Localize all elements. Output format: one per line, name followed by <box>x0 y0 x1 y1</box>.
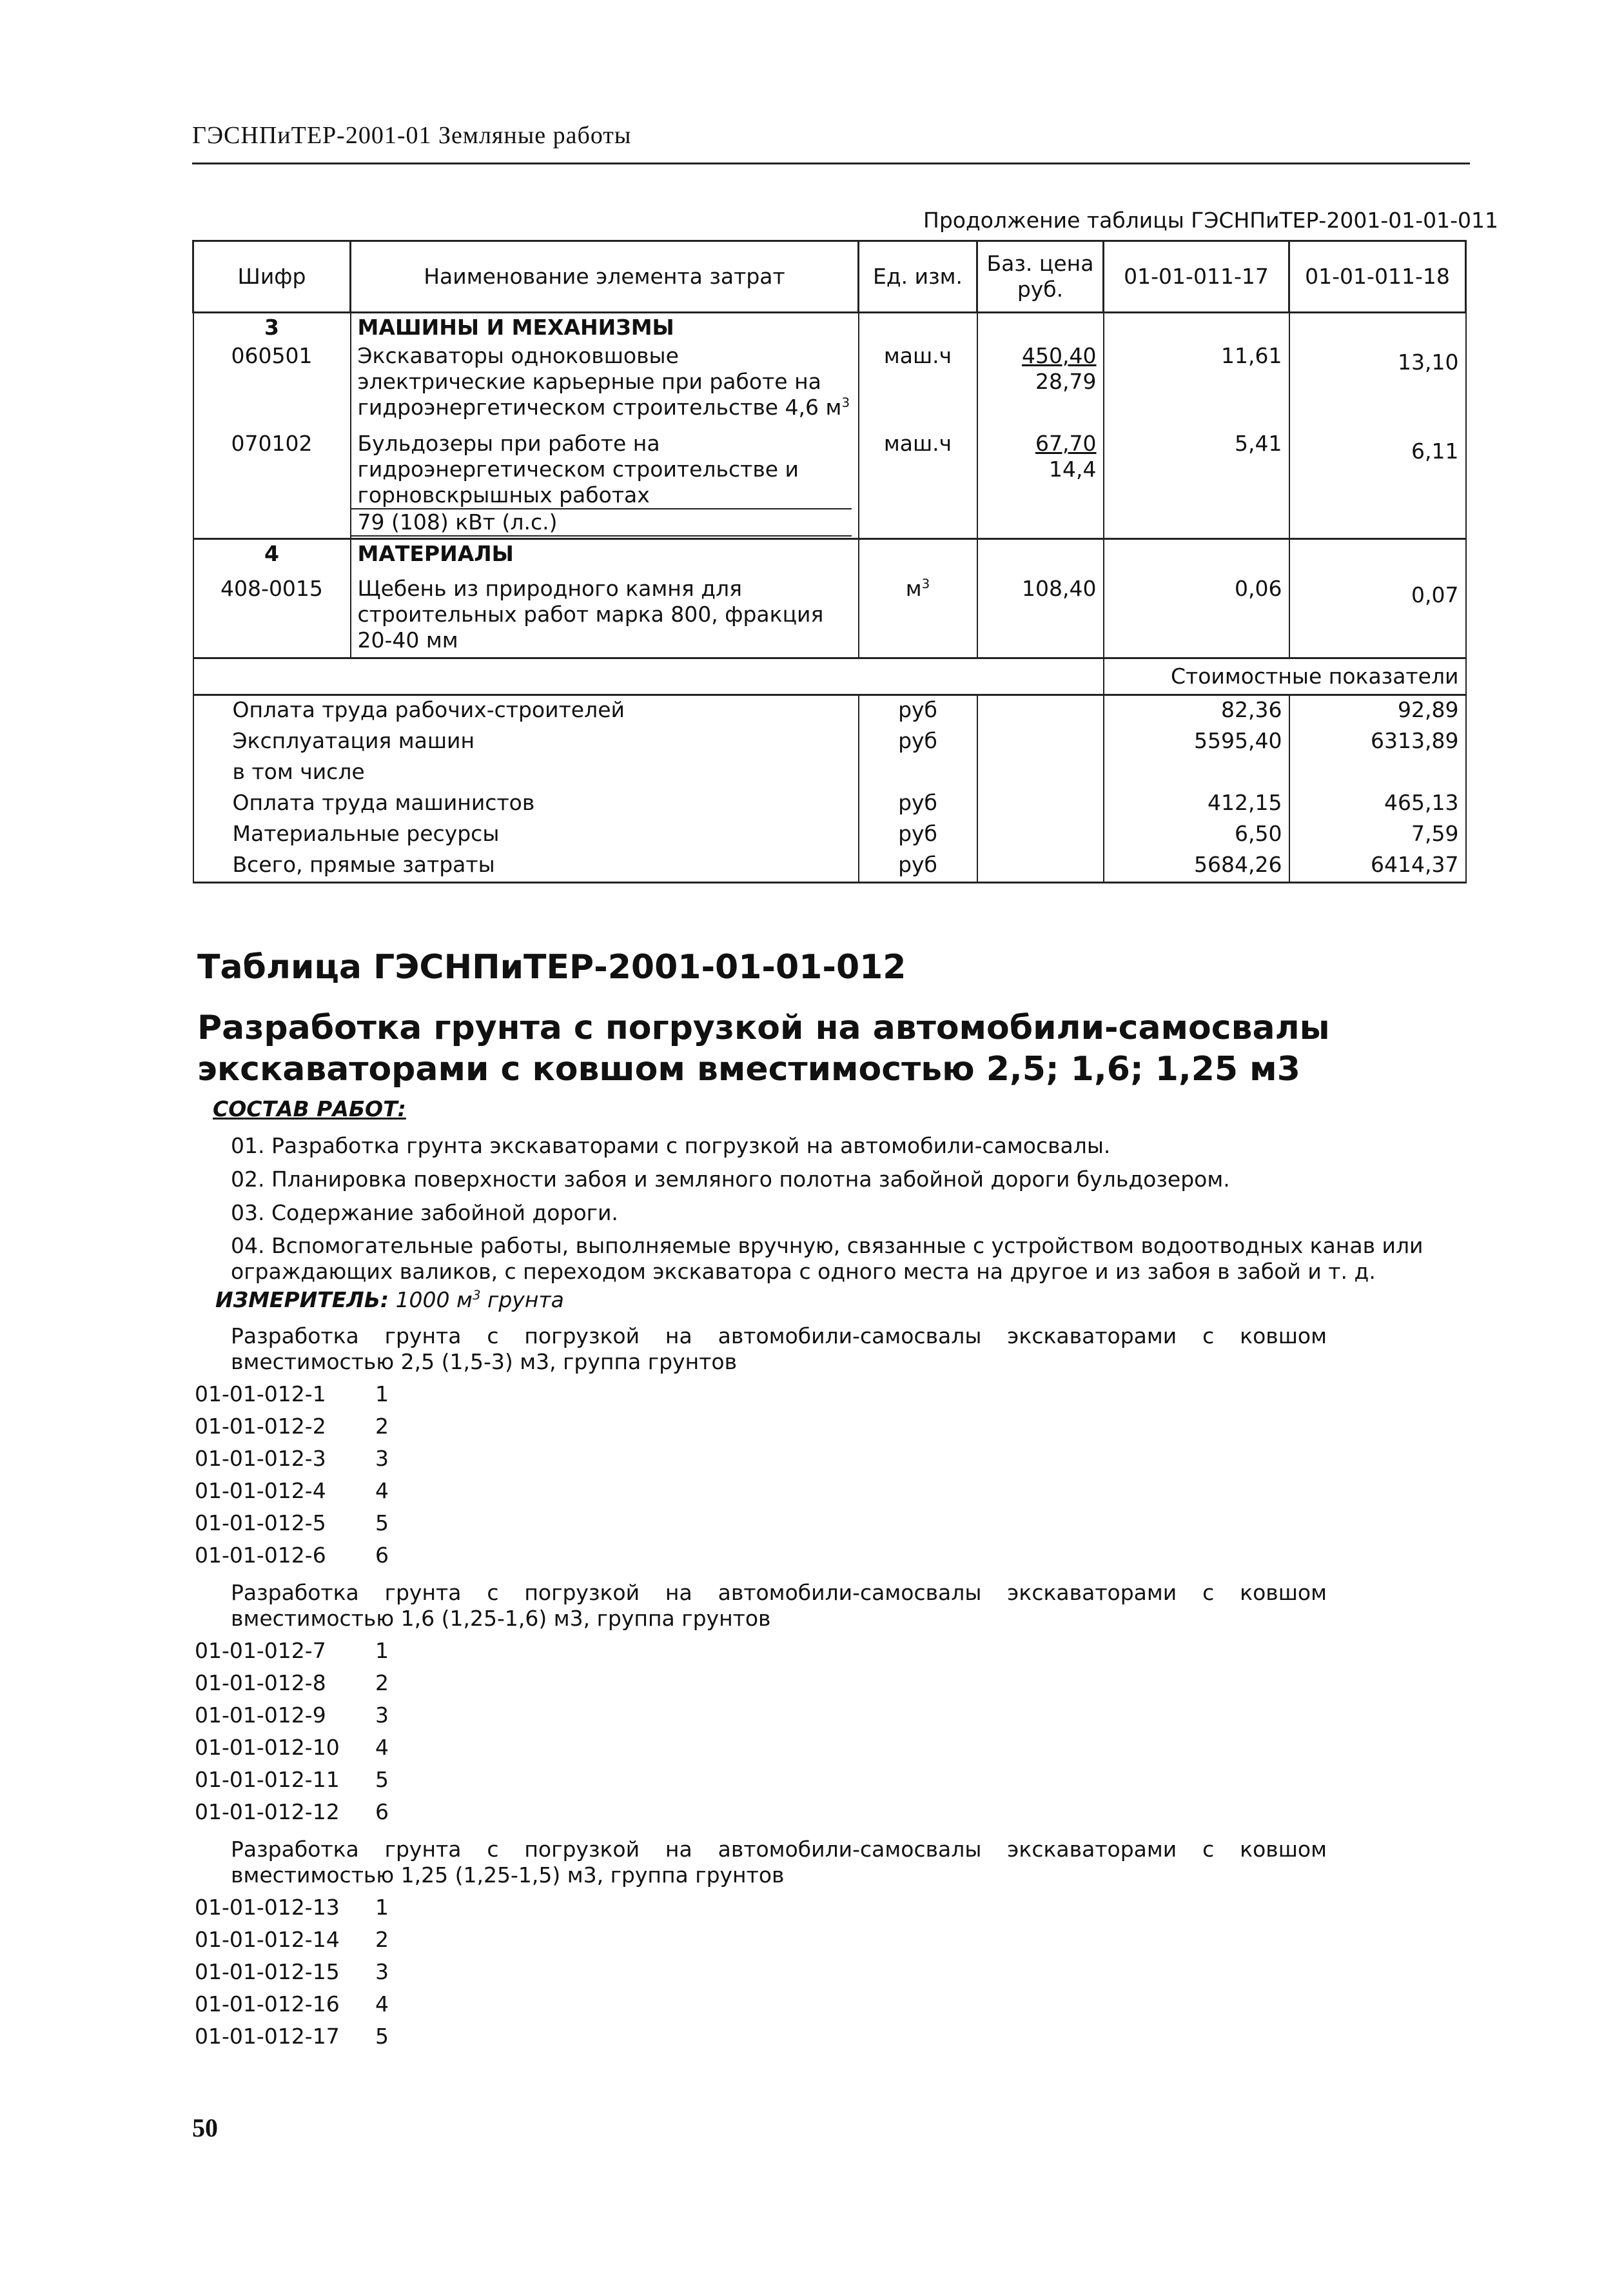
total-unit: руб <box>859 695 977 727</box>
header-col2: 01-01-011-18 <box>1289 241 1466 313</box>
total-value-2: 6313,89 <box>1289 727 1466 758</box>
row-price: 108,40 <box>977 568 1104 658</box>
row-code: 070102 <box>193 422 351 539</box>
list-item: 01-01-012-5 5 <box>195 1510 389 1535</box>
list-item: 01-01-012-7 1 <box>195 1638 389 1663</box>
row-name: Щебень из природного камня для строительных работ марка 800, фракция 20-40 мм <box>351 568 859 658</box>
operations-list <box>231 1132 1469 1291</box>
section-label: МАТЕРИАЛЫ <box>351 539 859 569</box>
total-value-1: 5684,26 <box>1104 851 1289 883</box>
operation-item: 02. Планировка поверхности забоя и земляного полотна забойной дороги бульдозером. <box>231 1167 1230 1192</box>
row-value-1: 11,61 <box>1104 342 1289 422</box>
total-value-1: 412,15 <box>1104 789 1289 820</box>
total-unit <box>859 758 977 789</box>
list-item: 01-01-012-17 5 <box>195 2024 389 2049</box>
row-value-2: 6,11 <box>1289 422 1466 539</box>
total-value-1 <box>1104 758 1289 789</box>
total-value-1: 5595,40 <box>1104 727 1289 758</box>
running-header: ГЭСНПиТЕР-2001-01 Земляные работы <box>192 122 632 149</box>
header-unit: Ед. изм. <box>859 241 977 313</box>
total-name: Материальные ресурсы <box>193 820 859 851</box>
list-item: 01-01-012-2 2 <box>195 1414 389 1439</box>
page-number: 50 <box>192 2113 218 2142</box>
total-name: в том числе <box>193 758 859 789</box>
row-code: 060501 <box>193 342 351 422</box>
total-row <box>193 727 1466 758</box>
total-row <box>193 758 1466 789</box>
total-name: Оплата труда машинистов <box>193 789 859 820</box>
section-row <box>193 313 1466 342</box>
sostav-heading: СОСТАВ РАБОТ: <box>213 1096 406 1121</box>
row-code: 408-0015 <box>193 568 351 658</box>
total-unit: руб <box>859 789 977 820</box>
table-title: Таблица ГЭСНПиТЕР-2001-01-01-012 <box>197 948 906 987</box>
header-rule <box>192 163 1470 164</box>
header-name: Наименование элемента затрат <box>351 241 859 313</box>
list-item: 01-01-012-15 3 <box>195 1959 389 1984</box>
total-row <box>193 789 1466 820</box>
total-row <box>193 851 1466 883</box>
section-row <box>193 539 1466 569</box>
cost-header-row <box>193 658 1466 695</box>
izmeritel-key: ИЗМЕРИТЕЛЬ: <box>215 1287 389 1312</box>
group-description: Разработка грунта с погрузкой на автомобили-самосвалы экскаваторами с ковшом вместимостью 2,5 (1,5-3) м3, группа грунтов <box>231 1323 1327 1374</box>
total-value-2: 92,89 <box>1289 695 1466 727</box>
total-value-1: 6,50 <box>1104 820 1289 851</box>
total-name: Оплата труда рабочих-строителей <box>193 695 859 727</box>
row-price: 67,70 14,4 <box>977 422 1104 539</box>
total-value-2: 7,59 <box>1289 820 1466 851</box>
total-unit: руб <box>859 851 977 883</box>
list-item: 01-01-012-8 2 <box>195 1670 389 1695</box>
code-list <box>195 1638 389 1831</box>
list-item: 01-01-012-13 1 <box>195 1895 389 1920</box>
norm-table <box>192 240 1467 883</box>
total-unit: руб <box>859 727 977 758</box>
total-row <box>193 695 1466 727</box>
row-value-2: 0,07 <box>1289 568 1466 658</box>
section-code: 4 <box>193 539 351 569</box>
operation-item: 01. Разработка грунта экскаваторами с погрузкой на автомобили-самосвалы. <box>231 1133 1111 1158</box>
header-code: Шифр <box>193 241 351 313</box>
list-item: 01-01-012-9 3 <box>195 1702 389 1728</box>
header-price: Баз. цена руб. <box>977 241 1104 313</box>
total-value-2: 465,13 <box>1289 789 1466 820</box>
table-row <box>193 342 1466 422</box>
row-unit: маш.ч <box>859 342 977 422</box>
total-value-2: 6414,37 <box>1289 851 1466 883</box>
table-row <box>193 568 1466 658</box>
total-unit: руб <box>859 820 977 851</box>
code-list <box>195 1381 389 1575</box>
operation-item: 03. Содержание забойной дороги. <box>231 1200 618 1225</box>
row-unit: $м^3$ <box>859 568 977 658</box>
list-item: 01-01-012-3 3 <box>195 1446 389 1471</box>
row-price: 450,40 28,79 <box>977 342 1104 422</box>
row-value-2: 13,10 <box>1289 342 1466 422</box>
list-item: 01-01-012-14 2 <box>195 1927 389 1952</box>
list-item: 01-01-012-10 4 <box>195 1735 389 1760</box>
list-item: 01-01-012-6 6 <box>195 1543 389 1568</box>
list-item: 01-01-012-1 1 <box>195 1381 389 1406</box>
list-item: 01-01-012-11 5 <box>195 1767 389 1792</box>
table-row <box>193 422 1466 539</box>
code-list <box>195 1895 389 2056</box>
total-value-1: 82,36 <box>1104 695 1289 727</box>
table-header-row <box>193 241 1466 313</box>
list-item: 01-01-012-12 6 <box>195 1799 389 1824</box>
continuation-caption: Продолжение таблицы ГЭСНПиТЕР-2001-01-01-011 <box>923 208 1499 233</box>
group-description: Разработка грунта с погрузкой на автомобили-самосвалы экскаваторами с ковшом вместимостью 1,25 (1,25-1,5) м3, группа грунтов <box>231 1837 1327 1888</box>
section-code: 3 <box>193 313 351 342</box>
row-value-1: 5,41 <box>1104 422 1289 539</box>
row-unit: маш.ч <box>859 422 977 539</box>
header-col1: 01-01-011-17 <box>1104 241 1289 313</box>
total-value-2 <box>1289 758 1466 789</box>
row-value-1: 0,06 <box>1104 568 1289 658</box>
total-name: Эксплуатация машин <box>193 727 859 758</box>
list-item: 01-01-012-4 4 <box>195 1478 389 1503</box>
izmeritel <box>215 1287 564 1312</box>
total-name: Всего, прямые затраты <box>193 851 859 883</box>
section-label: МАШИНЫ И МЕХАНИЗМЫ <box>351 313 859 342</box>
izmeritel-value: 1000 $м^3$ грунта <box>395 1287 564 1312</box>
table-subtitle: Разработка грунта с погрузкой на автомобили-самосвалы экскаваторами с ковшом вместимостью 2,5; 1,6; 1,25 м3 <box>197 1009 1330 1089</box>
list-item: 01-01-012-16 4 <box>195 1991 389 2017</box>
total-row <box>193 820 1466 851</box>
operation-item: 04. Вспомогательные работы, выполняемые вручную, связанные с устройством водоотводных канав или ограждающих валиков, с переходом экскаватора с одного места на другое и из забоя в забой и т. д. <box>231 1233 1423 1284</box>
row-name: Бульдозеры при работе на гидроэнергетическом строительстве и горновскрышных работах 79 (108) кВт (л.с.) <box>351 422 859 539</box>
cost-header: Стоимостные показатели <box>1104 658 1466 695</box>
group-description: Разработка грунта с погрузкой на автомобили-самосвалы экскаваторами с ковшом вместимостью 1,6 (1,25-1,6) м3, группа грунтов <box>231 1580 1327 1631</box>
row-name: Экскаваторы одноковшовые электрические карьерные при работе на гидроэнергетическом строительстве 4,6 $м^3$ <box>351 342 859 422</box>
